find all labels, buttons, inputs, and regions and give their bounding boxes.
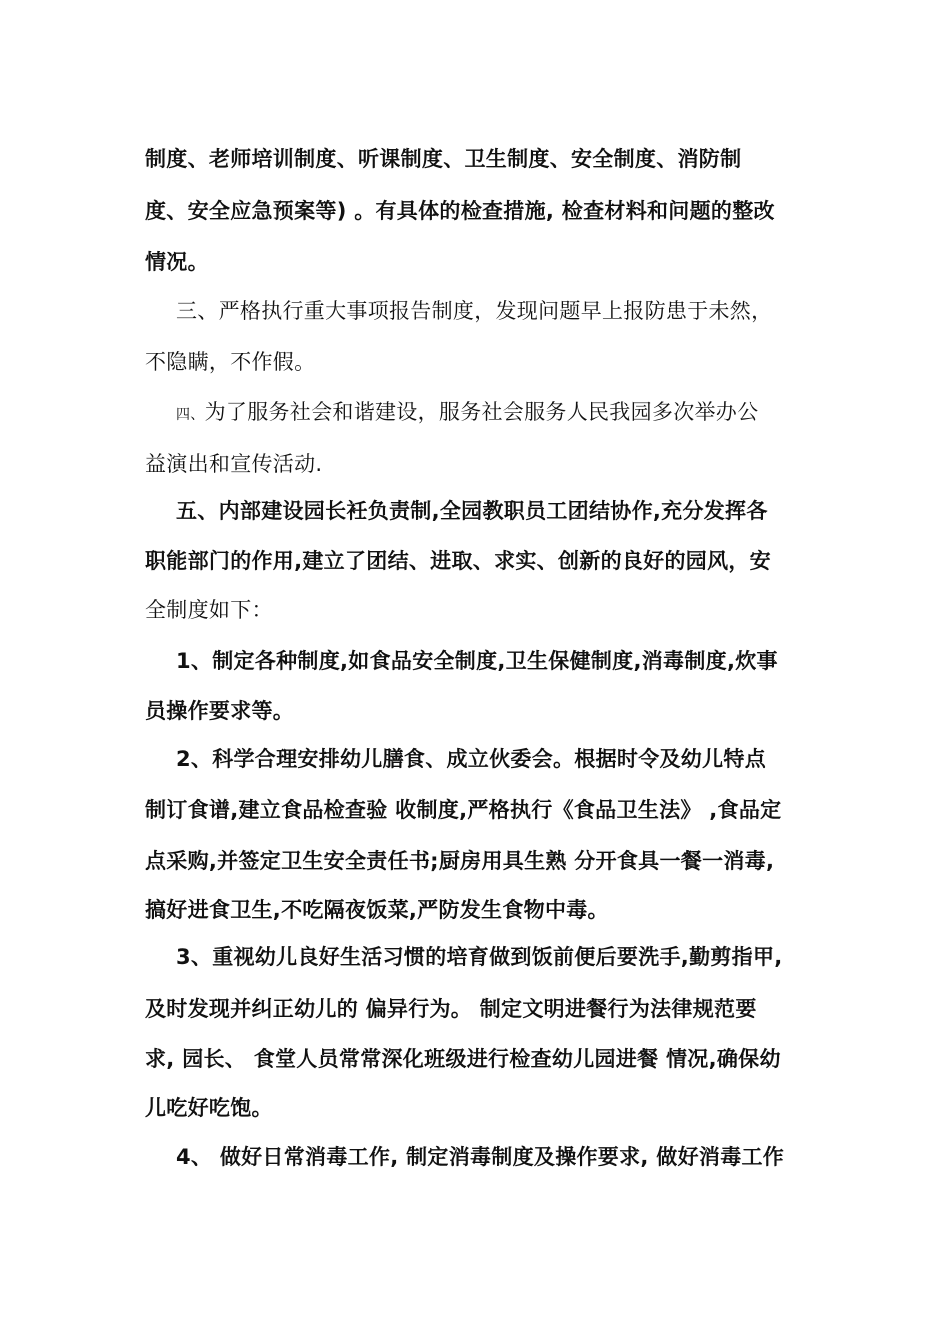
text-line: 为了服务社会和谐建设，服务社会服务人民我园多次举办公 — [204, 400, 759, 424]
text-line: 搞好进食卫生,不吃隔夜饭菜,严防发生食物中毒。 — [145, 898, 609, 922]
text-line: 度、安全应急预案等) 。有具体的检查措施, 检查材料和问题的整改 — [145, 199, 775, 223]
text-line: 职能部门的作用,建立了团结、进取、求实、创新的良好的园风，安 — [145, 549, 771, 573]
text-line: 制度、老师培训制度、听课制度、卫生制度、安全制度、消防制 — [145, 147, 742, 171]
text-line: 益演出和宣传活动. — [145, 452, 323, 476]
paragraph-four-line — [176, 398, 758, 429]
text-line: 点采购,并签定卫生安全责任书;厨房用具生熟 分开食具一餐一消毒, — [145, 849, 775, 873]
text-line: 员操作要求等。 — [145, 699, 295, 723]
text-line: 全制度如下： — [145, 598, 273, 622]
text-line: 1、制定各种制度,如食品安全制度,卫生保健制度,消毒制度,炊事 — [176, 649, 778, 673]
text-line: 儿吃好吃饱。 — [145, 1096, 273, 1120]
text-line: 五、内部建设园长衽负责制,全园教职员工团结协作,充分发挥各 — [176, 499, 768, 523]
text-line: 3、重视幼儿良好生活习惯的培育做到饭前便后要洗手,勤剪指甲, — [176, 945, 783, 969]
text-line: 制订食谱,建立食品检查验 收制度,严格执行《食品卫生法》 ,食品定 — [145, 798, 782, 822]
text-line: 不隐瞒，不作假。 — [145, 350, 316, 374]
text-line: 情况。 — [145, 250, 209, 274]
text-line: 2、科学合理安排幼儿膳食、成立伙委会。根据时令及幼儿特点 — [176, 747, 767, 771]
text-line: 三、严格执行重大事项报告制度，发现问题早上报防患于未然， — [176, 299, 773, 323]
section-four-marker: 四、 — [176, 407, 205, 423]
text-line: 4、 做好日常消毒工作, 制定消毒制度及操作要求, 做好消毒工作 — [176, 1145, 785, 1169]
text-line: 求, 园长、 食堂人员常常深化班级进行检查幼儿园进餐 情况,确保幼 — [145, 1047, 781, 1071]
text-line: 及时发现并纠正幼儿的 偏异行为。 制定文明进餐行为法律规范要 — [145, 997, 757, 1021]
